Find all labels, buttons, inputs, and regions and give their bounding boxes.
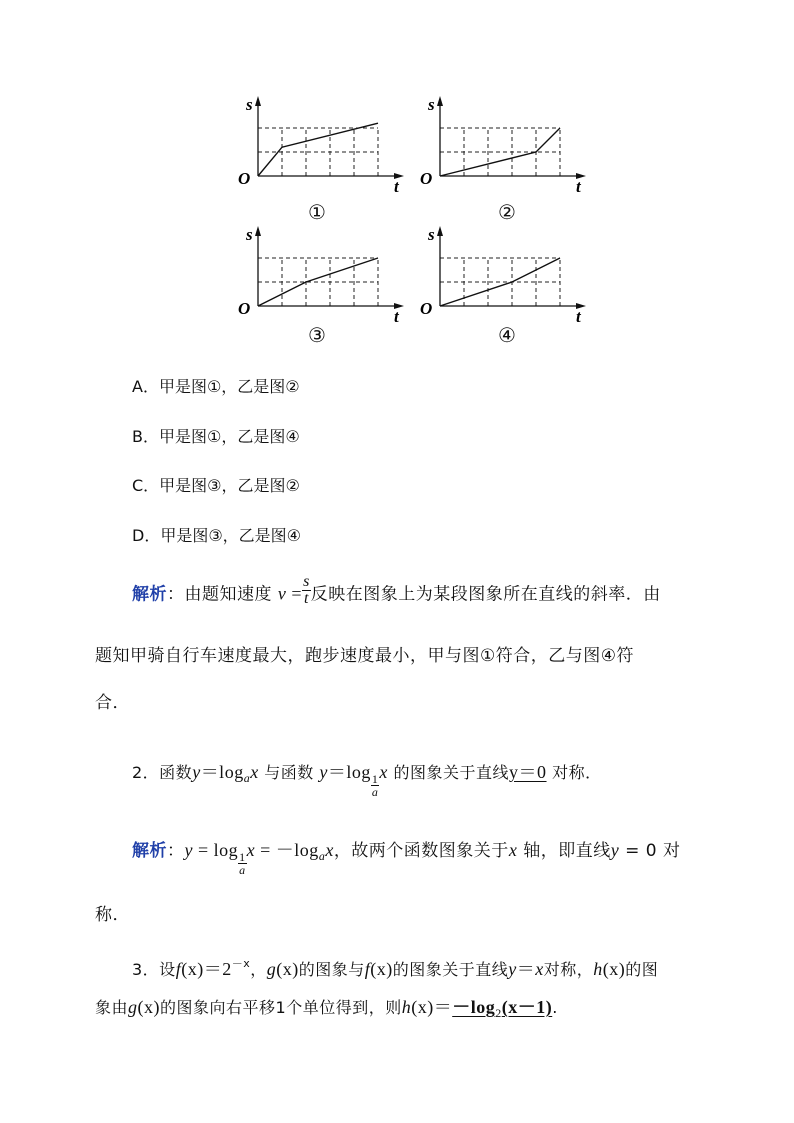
q3-answer-tail: (x－1) bbox=[501, 997, 553, 1017]
q2sol-text3: = 0 对 bbox=[619, 841, 681, 861]
q1-solution-line3: 合． bbox=[95, 693, 130, 713]
q2-prefix: 2．函数 bbox=[132, 763, 193, 782]
t-axis-label: t bbox=[576, 307, 581, 326]
q3-t1: 的图象与 bbox=[298, 960, 365, 979]
q2-mid2: 的图象关于直线 bbox=[393, 763, 510, 782]
q2-y2: y bbox=[319, 762, 328, 782]
q2-suffix: 对称． bbox=[552, 763, 602, 782]
q3-y: y bbox=[508, 959, 517, 979]
q3-f2: f bbox=[364, 959, 371, 979]
q2sol-sub-den: a bbox=[239, 862, 246, 877]
q3-hx: (x) bbox=[602, 959, 626, 979]
option-b: B．甲是图①，乙是图④ bbox=[132, 427, 300, 446]
q2-x2: x bbox=[379, 762, 388, 782]
q3-question-line1 bbox=[132, 955, 658, 981]
q1-text2: 反映在图象上为某段图象所在直线的斜率．由 bbox=[310, 584, 661, 605]
st-graph-svg bbox=[232, 222, 407, 334]
st-graph-svg bbox=[414, 222, 589, 334]
q1-fraction bbox=[302, 574, 311, 607]
q2-question bbox=[132, 758, 602, 799]
t-axis-label: t bbox=[576, 177, 581, 196]
st-graph-svg bbox=[414, 92, 589, 204]
s-axis-label: s bbox=[246, 95, 253, 114]
st-graph-svg bbox=[232, 92, 407, 204]
q2-eq2: ＝log bbox=[327, 762, 371, 782]
q2sol-sub-num: 1 bbox=[239, 849, 246, 864]
q2sol-xaxis: x bbox=[508, 840, 518, 860]
graph-4 bbox=[414, 222, 589, 334]
q3-x: x bbox=[535, 959, 544, 979]
q3-t3: ＝ bbox=[516, 959, 536, 979]
q3-t5: 的图 bbox=[625, 960, 659, 979]
q2sol-text2: 轴，即直线 bbox=[517, 841, 611, 861]
q3-question-line2 bbox=[95, 993, 558, 1021]
q2-y1: y bbox=[192, 762, 201, 782]
q3-h2: h bbox=[401, 997, 412, 1017]
q2sol-y: y bbox=[184, 840, 193, 860]
q2sol-y3: y bbox=[610, 840, 620, 860]
option-a: A．甲是图①，乙是图② bbox=[132, 377, 300, 396]
option-c: C．甲是图③，乙是图② bbox=[132, 476, 300, 495]
q1-v: v bbox=[277, 583, 287, 604]
q2-solution-label: 解析 bbox=[132, 841, 167, 861]
option-d: D．甲是图③，乙是图④ bbox=[132, 526, 302, 545]
s-axis-label: s bbox=[428, 95, 435, 114]
q3-comma: ， bbox=[250, 960, 267, 979]
q1-num: s bbox=[303, 573, 310, 590]
q2sol-sub2: a bbox=[318, 849, 326, 863]
q2sol-eq: = log bbox=[193, 840, 239, 860]
q2sol-x: x bbox=[246, 840, 256, 860]
s-axis-arrow bbox=[255, 96, 261, 106]
graph-2-caption: ② bbox=[498, 200, 516, 224]
q3-g2: g bbox=[128, 997, 138, 1017]
q2sol-text: ，故两个函数图象关于 bbox=[333, 841, 509, 861]
q2-mid: 与函数 bbox=[264, 763, 314, 782]
q3-line2c: ＝ bbox=[433, 997, 453, 1017]
origin-label: O bbox=[420, 169, 433, 188]
q3-f: f bbox=[175, 959, 182, 979]
q3-gx: (x) bbox=[276, 959, 299, 979]
q3-eq: ＝2 bbox=[203, 959, 232, 979]
q1-solution-line2: 题知甲骑自行车速度最大，跑步速度最小，甲与图①符合，乙与图④符 bbox=[95, 646, 634, 666]
graph-3-caption: ③ bbox=[308, 323, 326, 347]
q3-answer-sub: 2 bbox=[495, 1006, 502, 1020]
s-axis-label: s bbox=[246, 225, 253, 244]
q2sol-log-base bbox=[238, 851, 247, 876]
origin-label: O bbox=[420, 299, 433, 318]
q3-exp: －x bbox=[231, 957, 251, 970]
distance-time-line bbox=[258, 123, 378, 176]
q1-text1: ：由题知速度 bbox=[167, 584, 272, 605]
graph-2 bbox=[414, 92, 589, 204]
s-axis-arrow bbox=[255, 226, 261, 236]
q1-den: t bbox=[303, 590, 309, 607]
q3-line2a: 象由 bbox=[95, 998, 129, 1017]
q2-answer: y＝0 bbox=[509, 762, 547, 782]
q3-hx2: (x) bbox=[411, 997, 434, 1017]
q2-eq1: ＝log bbox=[200, 762, 244, 782]
q3-prefix: 3．设 bbox=[132, 960, 176, 979]
t-axis-label: t bbox=[394, 307, 399, 326]
q2sol-colon: ： bbox=[167, 841, 185, 861]
q3-t2: 的图象关于直线 bbox=[392, 960, 509, 979]
q3-g: g bbox=[266, 959, 277, 979]
q3-end: . bbox=[552, 998, 558, 1017]
q2-x1: x bbox=[250, 762, 259, 782]
t-axis-label: t bbox=[394, 177, 399, 196]
origin-label: O bbox=[238, 169, 251, 188]
q3-line2b: 的图象向右平移1个单位得到，则 bbox=[160, 998, 402, 1017]
s-axis-arrow bbox=[437, 226, 443, 236]
q3-answer bbox=[452, 997, 553, 1020]
q1-solution-line1 bbox=[132, 573, 712, 611]
q3-gx2: (x) bbox=[137, 997, 161, 1017]
q2-sub-den: a bbox=[371, 785, 379, 799]
graph-1 bbox=[232, 92, 407, 204]
q3-fx2: (x) bbox=[370, 959, 393, 979]
q3-answer-log: －log bbox=[452, 997, 496, 1017]
graph-1-caption: ① bbox=[308, 200, 326, 224]
origin-label: O bbox=[238, 299, 251, 318]
q2-sub-num: 1 bbox=[371, 772, 379, 786]
q2-solution-line2: 称． bbox=[95, 905, 130, 925]
q2-solution-line1 bbox=[132, 836, 681, 877]
q1-eq: = bbox=[286, 583, 303, 604]
s-axis-arrow bbox=[437, 96, 443, 106]
q2-sub1: a bbox=[243, 771, 251, 785]
q2sol-eq2: = －log bbox=[255, 840, 319, 860]
graph-3 bbox=[232, 222, 407, 334]
q2sol-x2: x bbox=[325, 840, 334, 860]
s-axis-label: s bbox=[428, 225, 435, 244]
graph-4-caption: ④ bbox=[498, 323, 516, 347]
q2-log-base bbox=[371, 773, 380, 798]
q3-fx: (x) bbox=[181, 959, 204, 979]
q3-h: h bbox=[593, 959, 603, 979]
q3-t4: 对称， bbox=[543, 960, 594, 979]
solution-label: 解析 bbox=[132, 584, 167, 605]
